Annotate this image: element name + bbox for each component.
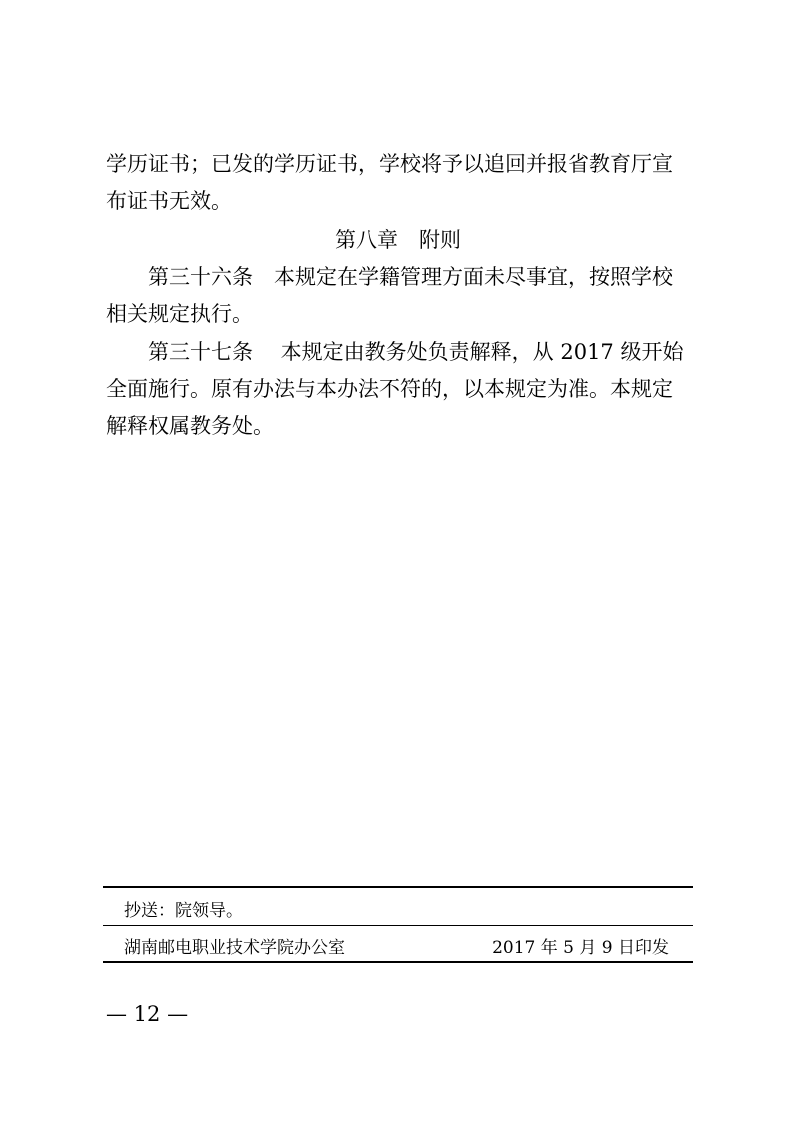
issuer-name: 湖南邮电职业技术学院办公室 bbox=[124, 938, 345, 958]
article-36-paragraph: 第三十六条 本规定在学籍管理方面未尽事宜，按照学校相关规定执行。 bbox=[106, 265, 673, 326]
footer-bottom-rule bbox=[103, 961, 693, 963]
footer-top-rule bbox=[103, 886, 693, 888]
footer-middle-rule bbox=[103, 925, 693, 926]
article-37-paragraph: 第三十七条 本规定由教务处负责解释，从 2017 级开始全面施行。原有办法与本办法不符的，以本规定为准。本规定解释权属教务处。 bbox=[106, 340, 684, 438]
cc-line: 抄送：院领导。 bbox=[124, 901, 243, 921]
continuation-paragraph: 学历证书；已发的学历证书，学校将予以追回并报省教育厅宣布证书无效。 bbox=[106, 152, 673, 213]
issue-date: 2017 年 5 月 9 日印发 bbox=[492, 938, 669, 958]
chapter-heading: 第八章 附则 bbox=[335, 228, 461, 252]
page-number: — 12 — bbox=[106, 1002, 189, 1026]
